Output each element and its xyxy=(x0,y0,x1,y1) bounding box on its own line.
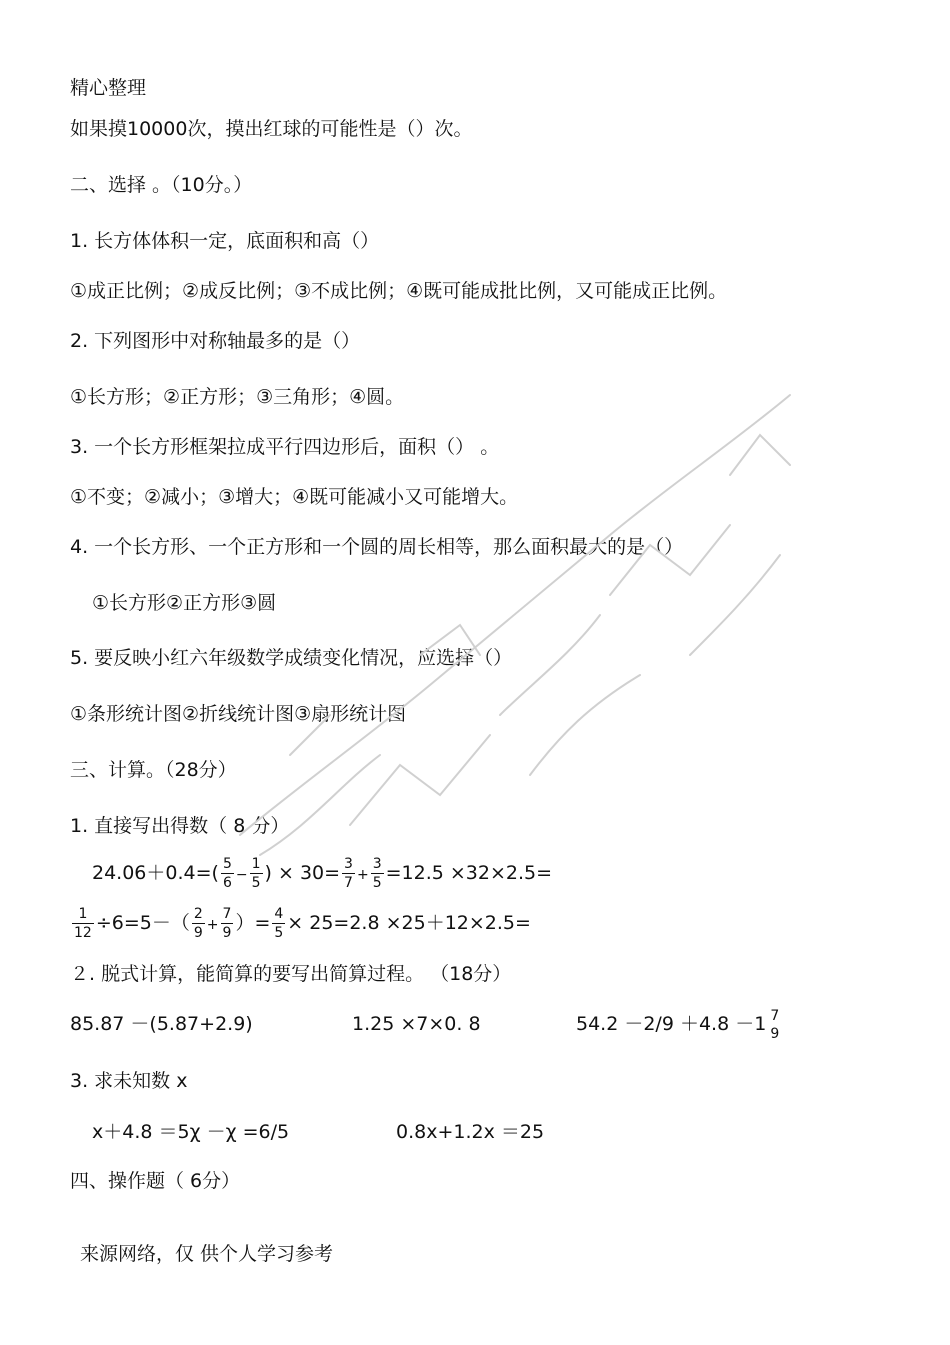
sub1-title: 1. 直接写出得数（ 8 分） xyxy=(70,815,290,837)
intro-line: 如果摸10000次，摸出红球的可能性是（）次。 xyxy=(70,118,473,140)
equation-2: 0.8x+1.2x ＝25 xyxy=(396,1121,545,1143)
q1-options: ①成正比例；②成反比例；③不成比例；④既可能成批比例，又可能成正比例。 xyxy=(70,280,728,302)
q2-question: 2. 下列图形中对称轴最多的是（） xyxy=(70,330,361,352)
q5-question: 5. 要反映小红六年级数学成绩变化情况，应选择（） xyxy=(70,647,513,669)
calc-row1-b: ) × 30= xyxy=(264,862,341,884)
fraction: $\frac{5}{6}$ xyxy=(222,856,232,891)
page-footer: 来源网络，仅 供个人学习参考 xyxy=(80,1243,334,1265)
q1-question: 1. 长方体体积一定，底面积和高（） xyxy=(70,230,380,252)
calc-row2-c: × 25=2.8 ×25＋12×2.5= xyxy=(287,912,531,934)
calc-row1-a: 24.06＋0.4=( xyxy=(92,862,219,884)
expr-3 xyxy=(576,1004,783,1044)
sub3-title: 3. 求未知数 x xyxy=(70,1070,188,1092)
fraction: $\frac{1}{12}$ xyxy=(74,906,92,941)
watermark-strokes xyxy=(240,395,790,855)
q3-question: 3. 一个长方形框架拉成平行四边形后，面积（） 。 xyxy=(70,436,500,458)
q4-options: ①长方形②正方形③圆 xyxy=(92,592,277,614)
plus-sign: + xyxy=(206,917,219,933)
calc-row2-a: ÷6=5－（ xyxy=(95,912,190,934)
plus-sign: + xyxy=(356,867,369,883)
expr3-text: 54.2 －2/9 ＋4.8 －1 xyxy=(576,1013,767,1035)
sub2-title: ２. 脱式计算，能简算的要写出简算过程。 （18分） xyxy=(70,963,512,985)
expr-2: 1.25 ×7×0. 8 xyxy=(352,1013,481,1035)
q5-options: ①条形统计图②折线统计图③扇形统计图 xyxy=(70,703,407,725)
section4-title: 四、操作题（ 6分） xyxy=(70,1170,241,1192)
minus-sign: − xyxy=(235,867,248,883)
calc-row-2 xyxy=(70,903,531,945)
section2-title: 二、选择 。（10分。） xyxy=(70,174,253,196)
equation-1: x＋4.8 ＝5χ －χ =6/5 xyxy=(92,1121,290,1143)
watermark-graphic xyxy=(170,355,870,875)
expr-1: 85.87 －(5.87+2.9) xyxy=(70,1013,253,1035)
fraction: $\frac{3}{7}$ xyxy=(344,856,353,891)
calc-row1-c: =12.5 ×32×2.5= xyxy=(385,862,553,884)
calc-row2-b: ）= xyxy=(235,912,271,934)
q3-options: ①不变；②减小；③增大；④既可能减小又可能增大。 xyxy=(70,486,519,508)
section3-title: 三、计算。（28分） xyxy=(70,759,237,781)
fraction: $\frac{7}{9}$ xyxy=(222,906,232,941)
fraction: $\frac{1}{5}$ xyxy=(251,856,261,891)
page-header: 精心整理 xyxy=(70,77,147,99)
fraction: 7 9 xyxy=(770,1007,780,1042)
fraction: $\frac{2}{9}$ xyxy=(193,906,203,941)
fraction: $\frac{4}{5}$ xyxy=(274,906,284,941)
fraction: $\frac{3}{5}$ xyxy=(372,856,382,891)
q2-options: ①长方形；②正方形；③三角形；④圆。 xyxy=(70,386,405,408)
calc-row-1 xyxy=(92,853,552,895)
q4-question: 4. 一个长方形、一个正方形和一个圆的周长相等，那么面积最大的是（） xyxy=(70,536,684,558)
